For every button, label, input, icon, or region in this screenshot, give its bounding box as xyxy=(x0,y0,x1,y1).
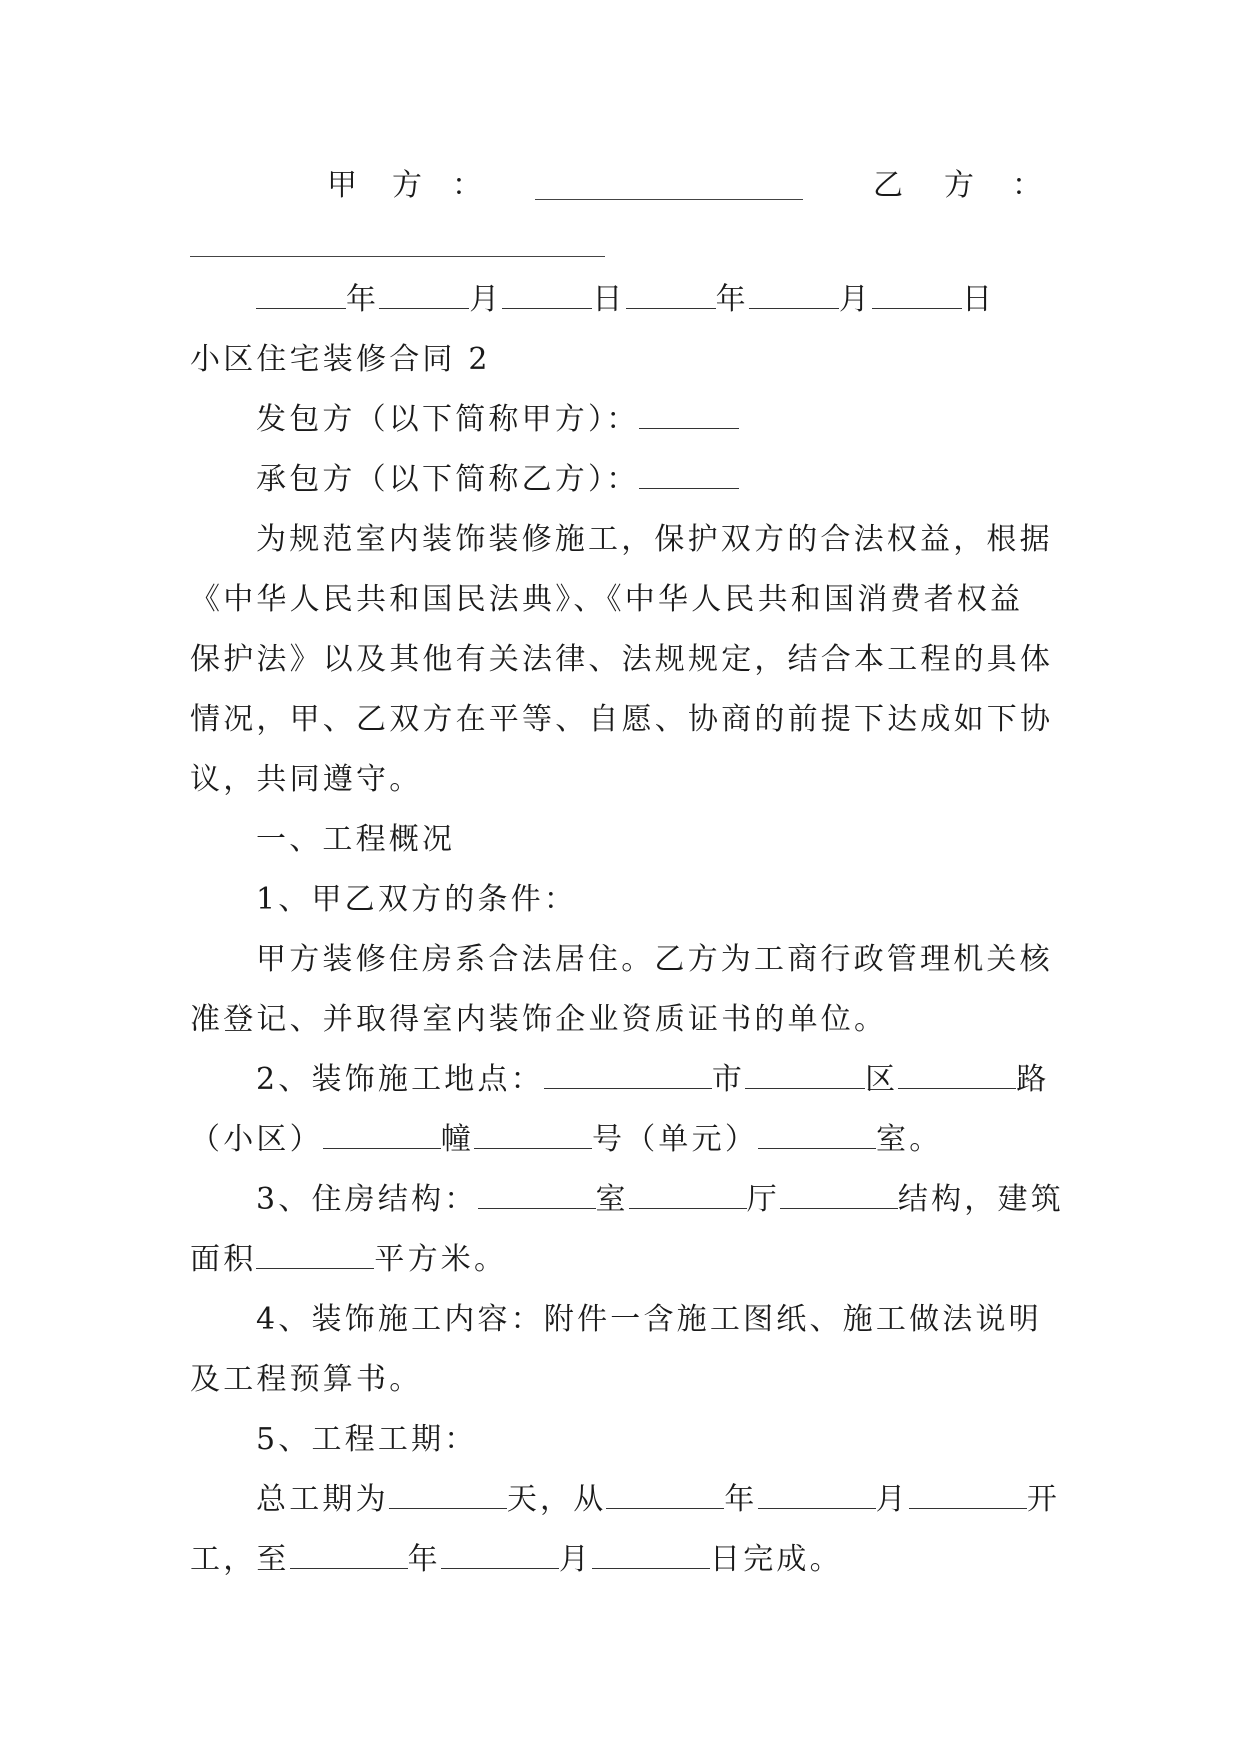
item1-body-line-1: 甲方装修住房系合法居住。乙方为工商行政管理机关核 xyxy=(256,942,1053,977)
item4-line-2: 及工程预算书。 xyxy=(190,1362,423,1397)
area-label: 面积 xyxy=(190,1242,257,1277)
party-a-char-2: 方 xyxy=(392,168,422,203)
road-blank[interactable] xyxy=(898,1054,1016,1089)
room-blank[interactable] xyxy=(758,1114,876,1149)
days-blank[interactable] xyxy=(389,1474,507,1509)
date-year-2: 年 xyxy=(715,282,749,317)
employer-blank[interactable] xyxy=(639,394,739,429)
district-blank[interactable] xyxy=(745,1054,865,1089)
item5-line-1 xyxy=(190,1470,1061,1530)
structure-label: 结构，建筑 xyxy=(897,1182,1064,1217)
employer-label: 发包方（以下简称甲方）： xyxy=(256,402,640,437)
intro-line-2: 《中华人民共和国民法典》、《中华人民共和国消费者权益 xyxy=(190,582,1024,617)
party-b-signature-blank[interactable] xyxy=(190,256,605,257)
halls-blank[interactable] xyxy=(629,1174,747,1209)
structure-blank[interactable] xyxy=(780,1174,898,1209)
intro-line-5: 议，共同遵守。 xyxy=(190,762,423,797)
date-blank[interactable] xyxy=(872,274,962,309)
item4-line-1: 4、装饰施工内容：附件一含施工图纸、施工做法说明 xyxy=(256,1302,1042,1337)
start-label: 开 xyxy=(1026,1482,1061,1517)
unit-label: 号（单元） xyxy=(592,1122,759,1157)
start-tail-label: 工，至 xyxy=(190,1542,290,1577)
city-label: 市 xyxy=(711,1062,746,1097)
party-b-char-2: 方 xyxy=(944,168,974,203)
start-month-label: 月 xyxy=(875,1482,909,1517)
finish-label: 日完成。 xyxy=(710,1542,843,1577)
item3-line-1 xyxy=(190,1170,1064,1230)
item2-line-2 xyxy=(190,1110,1055,1170)
city-blank[interactable] xyxy=(544,1054,712,1089)
item2-line-1 xyxy=(190,1050,1055,1110)
end-year-blank[interactable] xyxy=(290,1534,408,1569)
end-month-blank[interactable] xyxy=(441,1534,559,1569)
date-blank[interactable] xyxy=(749,274,839,309)
start-year-label: 年 xyxy=(724,1482,758,1517)
party-b-char-2-wrap xyxy=(944,156,974,216)
item5-heading: 5、工程工期： xyxy=(256,1422,478,1457)
party-a-char-1: 甲 xyxy=(327,168,357,203)
intro-line-4: 情况，甲、乙双方在平等、自愿、协商的前提下达成如下协 xyxy=(190,702,1054,737)
date-blank[interactable] xyxy=(379,274,469,309)
total-duration-label: 总工期为 xyxy=(256,1482,389,1517)
community-blank[interactable] xyxy=(323,1114,441,1149)
party-a-colon-wrap xyxy=(452,156,482,216)
item1-heading: 1、甲乙双方的条件： xyxy=(256,882,578,917)
date-blank[interactable] xyxy=(626,274,716,309)
end-year-label: 年 xyxy=(407,1542,441,1577)
rooms-label: 室 xyxy=(595,1182,629,1217)
contractor-blank[interactable] xyxy=(639,454,739,489)
item3-line-2 xyxy=(190,1230,1055,1290)
date-day-1: 日 xyxy=(592,282,626,317)
halls-label: 厅 xyxy=(746,1182,780,1217)
contractor-label: 承包方（以下简称乙方）： xyxy=(256,462,640,497)
road-label: 路 xyxy=(1016,1062,1050,1097)
community-label: （小区） xyxy=(190,1122,323,1157)
party-a-signature-blank[interactable] xyxy=(535,199,803,200)
document-title: 小区住宅装修合同 2 xyxy=(190,342,491,377)
item3-label: 3、住房结构： xyxy=(256,1182,478,1217)
area-unit: 平方米。 xyxy=(374,1242,508,1277)
party-a-char-2-wrap xyxy=(392,156,422,216)
date-month-2: 月 xyxy=(838,282,873,317)
date-blank[interactable] xyxy=(502,274,592,309)
end-day-blank[interactable] xyxy=(592,1534,710,1569)
date-month-1: 月 xyxy=(469,282,503,317)
party-b-char-1-wrap xyxy=(873,156,903,216)
party-b-char-1: 乙 xyxy=(873,168,903,203)
item2-label: 2、装饰施工地点： xyxy=(256,1062,544,1097)
days-label: 天，从 xyxy=(506,1482,607,1517)
start-year-blank[interactable] xyxy=(606,1474,724,1509)
intro-line-3: 保护法》以及其他有关法律、法规规定，结合本工程的具体 xyxy=(190,642,1054,677)
start-month-blank[interactable] xyxy=(758,1474,876,1509)
section-heading: 一、工程概况 xyxy=(256,822,456,857)
building-label: 幢 xyxy=(440,1122,475,1157)
end-month-label: 月 xyxy=(558,1542,593,1577)
employer-line xyxy=(190,390,1055,450)
rooms-blank[interactable] xyxy=(478,1174,596,1209)
date-blank[interactable] xyxy=(256,274,346,309)
item1-body-line-2: 准登记、并取得室内装饰企业资质证书的单位。 xyxy=(190,1002,888,1037)
building-blank[interactable] xyxy=(474,1114,592,1149)
date-line xyxy=(190,270,1055,330)
area-blank[interactable] xyxy=(256,1234,374,1269)
party-b-colon-wrap xyxy=(1012,156,1042,216)
district-label: 区 xyxy=(865,1062,899,1097)
party-a-label xyxy=(327,156,357,216)
date-day-2: 日 xyxy=(962,282,996,317)
contractor-line xyxy=(190,450,1055,510)
room-label: 室。 xyxy=(876,1122,943,1157)
start-day-blank[interactable] xyxy=(909,1474,1027,1509)
party-b-colon: ： xyxy=(1012,168,1042,203)
intro-line-1: 为规范室内装饰装修施工，保护双方的合法权益，根据 xyxy=(256,522,1053,557)
date-year-1: 年 xyxy=(346,282,380,317)
item5-line-2 xyxy=(190,1530,1055,1590)
party-a-colon: ： xyxy=(452,168,482,203)
